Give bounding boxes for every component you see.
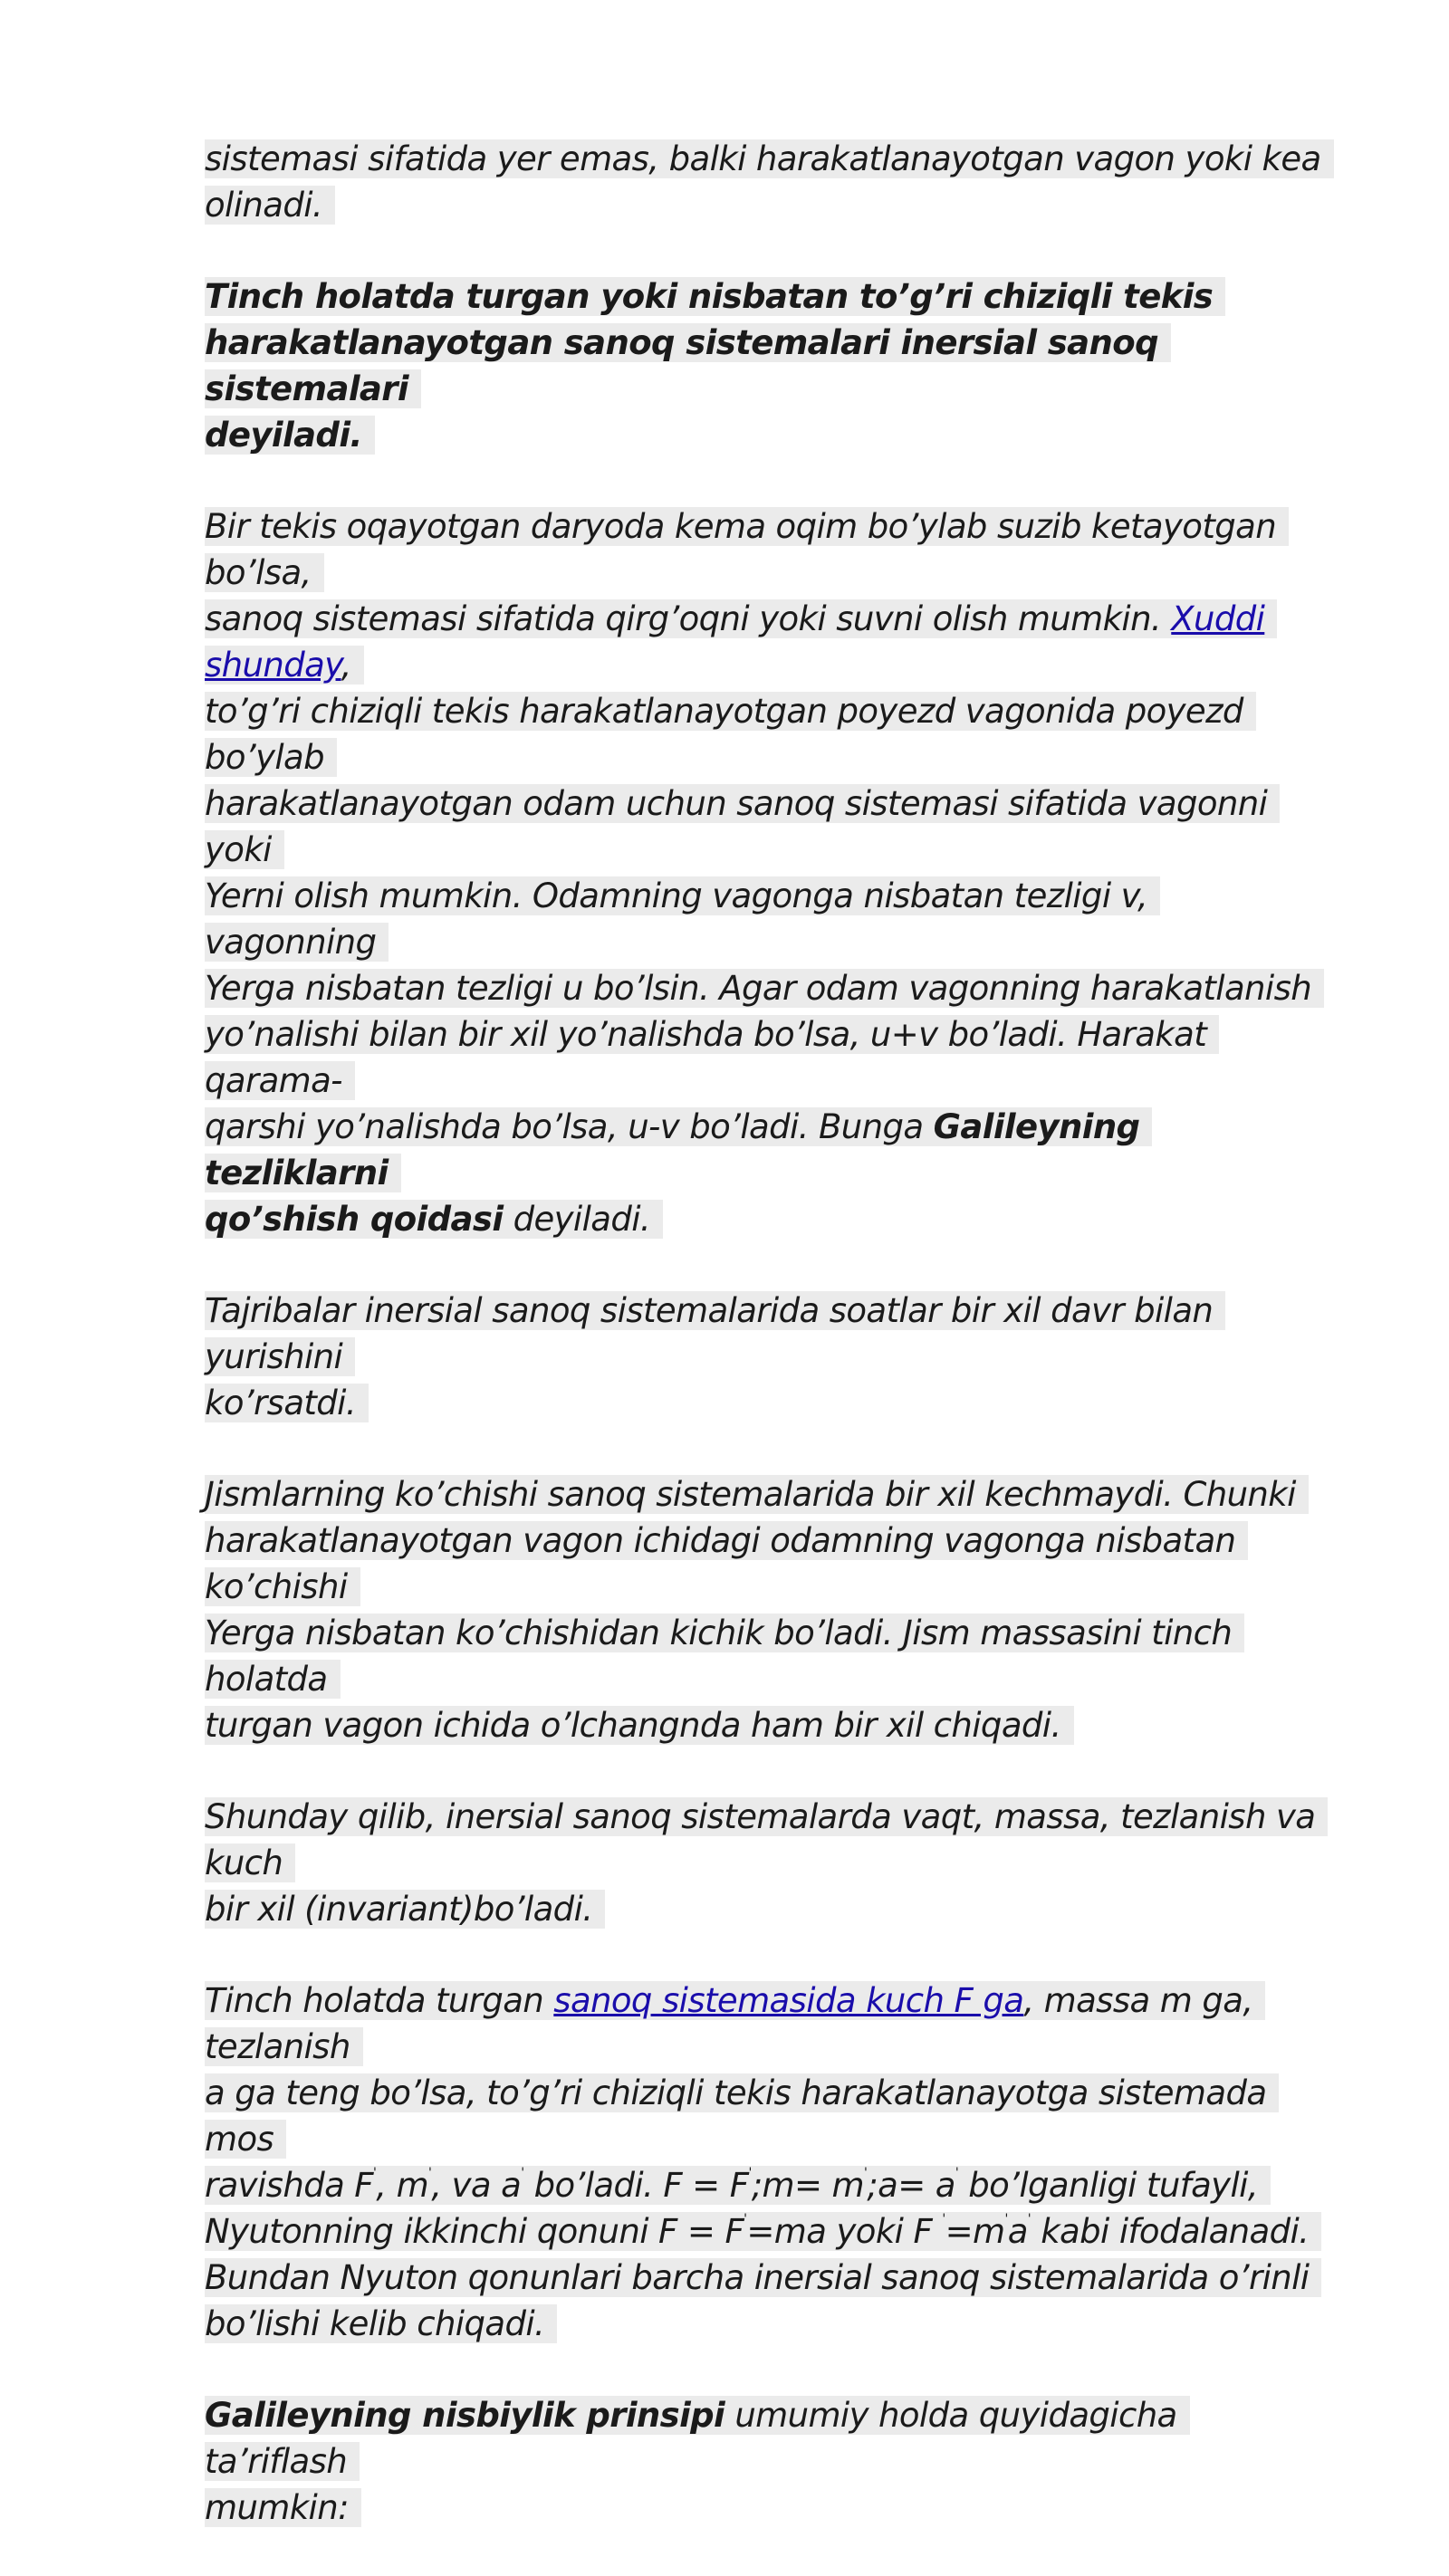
text-line: Bir tekis oqayotgan daryoda kema oqim bo’ylab suzib ketayotgan bo’lsa, xyxy=(205,507,1289,592)
text-line: Yerga nisbatan ko’chishidan kichik bo’ladi. Jism massasini tinch holatda xyxy=(205,1614,1244,1699)
text-line: sanoq sistemasi sifatida qirg’oqni yoki suvni olish mumkin. xyxy=(205,599,1172,638)
paragraph-newton-law xyxy=(205,1977,1337,2347)
text-line: bo’lishi kelib chiqadi. xyxy=(205,2304,557,2343)
prime-mark: ' xyxy=(373,2166,377,2180)
text-comma: , xyxy=(341,646,351,685)
text-line: Tinch holatda turgan xyxy=(205,1981,554,2020)
text-line: harakatlanayotgan odam uchun sanoq sistemasi sifatida vagonni yoki xyxy=(205,784,1280,869)
text-line: sistemasi sifatida yer emas, balki harakatlanayotgan vagon yoki kea xyxy=(205,139,1334,178)
xuddi-shunday-link[interactable]: Xuddi shunday xyxy=(205,599,1265,685)
text-line: yo’nalishi bilan bir xil yo’nalishda bo’lsa, u+v bo’ladi. Harakat qarama- xyxy=(205,1015,1219,1100)
text-line: harakatlanayotgan sanoq sistemalari inersial sanoq sistemalari xyxy=(205,323,1171,408)
prime-mark: ' xyxy=(1004,2212,1008,2226)
text-line: , m xyxy=(376,2166,429,2205)
prime-mark: ' xyxy=(521,2166,524,2180)
text-line: olinadi. xyxy=(205,186,335,225)
paragraph-galileo-principle xyxy=(205,2392,1337,2531)
text-line: =ma yoki F xyxy=(746,2212,943,2251)
term-velocity-addition: Galileyning tezliklarni xyxy=(205,1107,1140,1192)
text-line: umumiy holda quyidagicha ta’riflash xyxy=(205,2396,1177,2481)
paragraph-velocity-addition xyxy=(205,503,1337,1242)
text-line: Yerni olish mumkin. Odamning vagonga nisbatan tezligi v, vagonning xyxy=(205,876,1160,962)
text-line: =m xyxy=(945,2212,1005,2251)
text-line: , massa m ga, tezlanish xyxy=(205,1981,1253,2066)
text-line: a xyxy=(1007,2212,1028,2251)
text-line: Yerga nisbatan tezligi u bo’lsin. Agar odam vagonning harakatlanish xyxy=(205,969,1324,1008)
text-line: to’g’ri chiziqli tekis harakatlanayotgan poyezd vagonida poyezd bo’ylab xyxy=(205,692,1256,777)
paragraph-inertial-definition xyxy=(205,273,1337,458)
text-line: Tinch holatda turgan yoki nisbatan to’g’ri chiziqli tekis xyxy=(205,277,1225,316)
term-velocity-addition-rule: qo’shish qoidasi xyxy=(205,1200,504,1239)
prime-mark: ' xyxy=(748,2166,752,2180)
text-line: harakatlanayotgan vagon ichidagi odamning vagonga nisbatan ko’chishi xyxy=(205,1521,1248,1606)
text-line: turgan vagon ichida o’lchangnda ham bir xil chiqadi. xyxy=(205,1706,1074,1745)
prime-mark: ' xyxy=(1027,2212,1032,2226)
text-line: bo’lganligi tufayli, xyxy=(958,2166,1258,2205)
text-line: ravishda F xyxy=(205,2166,373,2205)
text-line: a ga teng bo’lsa, to’g’ri chiziqli tekis harakatlanayotga sistemada mos xyxy=(205,2073,1279,2159)
text-line: ko’rsatdi. xyxy=(205,1384,369,1422)
text-line: deyiladi. xyxy=(503,1200,651,1239)
prime-mark: ' xyxy=(955,2166,959,2180)
term-relativity-principle: Galileyning nisbiylik prinsipi xyxy=(205,2396,725,2435)
text-line: mumkin: xyxy=(205,2488,361,2527)
text-line: Nyutonning ikkinchi qonuni F = F xyxy=(205,2212,744,2251)
prime-mark: ' xyxy=(428,2166,432,2180)
prime-mark: ' xyxy=(942,2212,945,2226)
prime-mark: ' xyxy=(864,2166,868,2180)
text-line: bo’ladi. F = F xyxy=(523,2166,749,2205)
paragraph-clocks xyxy=(205,1288,1337,1426)
text-line: qarshi yo’nalishda bo’lsa, u-v bo’ladi. Bunga xyxy=(205,1107,934,1146)
sanoq-sistemasida-link[interactable]: sanoq sistemasida kuch F ga xyxy=(553,1981,1024,2020)
text-line: ;m= m xyxy=(751,2166,865,2205)
text-line: kabi ifodalanadi. xyxy=(1031,2212,1310,2251)
text-line: Jismlarning ko’chishi sanoq sistemalarida bir xil kechmaydi. Chunki xyxy=(205,1475,1309,1514)
text-line: Bundan Nyuton qonunlari barcha inersial sanoq sistemalarida o’rinli xyxy=(205,2258,1321,2297)
text-line: , va a xyxy=(431,2166,522,2205)
text-line: deyiladi. xyxy=(205,416,375,455)
text-line: Shunday qilib, inersial sanoq sistemalarda vaqt, massa, tezlanish va kuch xyxy=(205,1797,1328,1882)
text-line: bir xil (invariant)bo’ladi. xyxy=(205,1890,605,1929)
paragraph-invariants xyxy=(205,1794,1337,1932)
prime-mark: ' xyxy=(744,2212,747,2226)
text-line: ;a= a xyxy=(867,2166,955,2205)
paragraph-displacement xyxy=(205,1471,1337,1748)
document-page xyxy=(205,136,1337,2576)
paragraph-reference-frame xyxy=(205,136,1337,228)
text-line: Tajribalar inersial sanoq sistemalarida soatlar bir xil davr bilan yurishini xyxy=(205,1291,1225,1376)
